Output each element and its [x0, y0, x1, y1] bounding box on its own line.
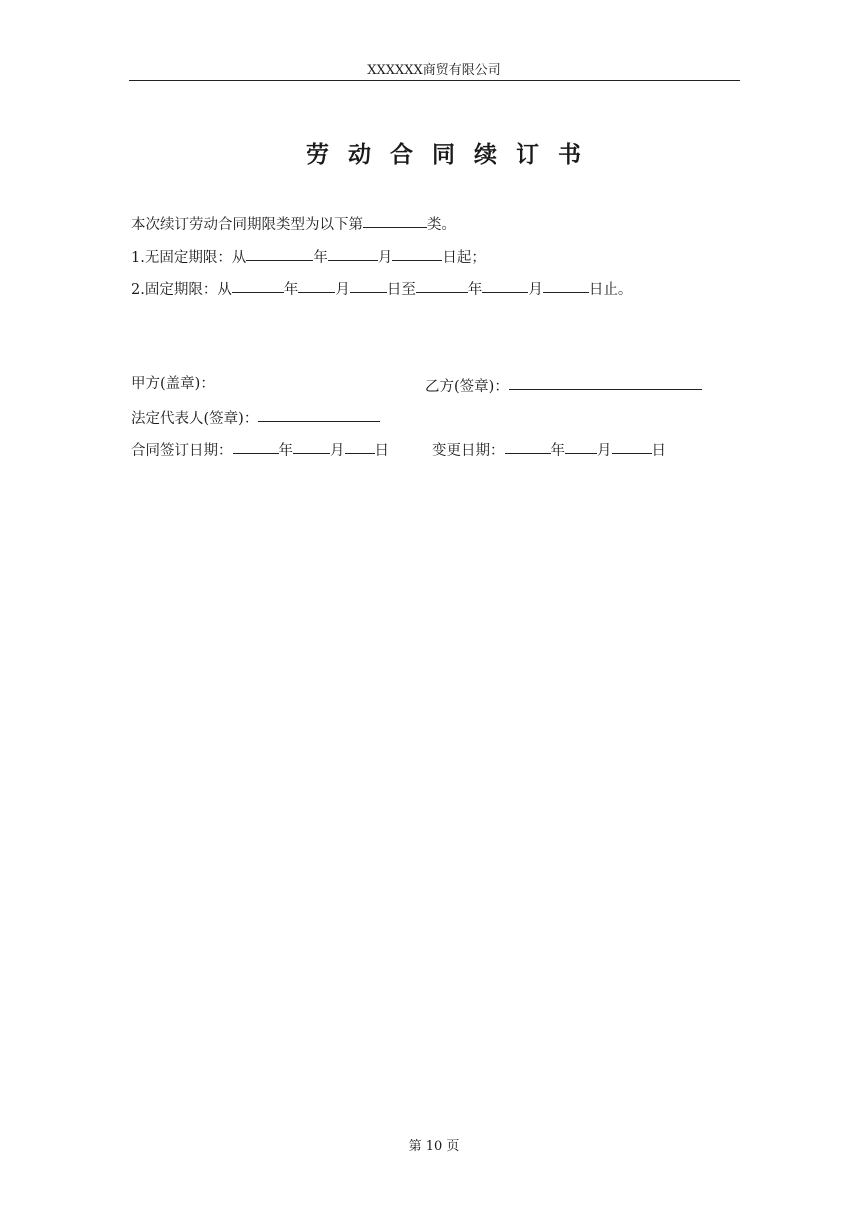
option-open-ended — [131, 245, 486, 268]
change-date-year-blank[interactable] — [505, 437, 551, 454]
party-a-label: 甲方(盖章)： — [131, 376, 215, 392]
contract-sign-date — [131, 438, 389, 461]
sign-date-year-label: 年 — [278, 443, 293, 459]
option1-year-label: 年 — [313, 250, 328, 266]
sign-date-day-label: 日 — [374, 443, 389, 459]
sign-date-month-blank[interactable] — [293, 437, 330, 454]
option2-month-label: 月 — [335, 282, 350, 298]
legal-rep-signature-blank[interactable] — [258, 405, 380, 422]
change-date-month-label: 月 — [597, 443, 612, 459]
legal-rep-label: 法定代表人(签章)： — [131, 411, 259, 427]
party-b-signature — [425, 374, 702, 397]
option2-month2-label: 月 — [528, 282, 543, 298]
change-date-label: 变更日期： — [432, 443, 505, 459]
option2-start-day-blank[interactable] — [350, 276, 387, 293]
sign-date-day-blank[interactable] — [345, 437, 375, 454]
sign-date-month-label: 月 — [330, 443, 345, 459]
option2-end-day-blank[interactable] — [543, 276, 589, 293]
change-date-year-label: 年 — [550, 443, 565, 459]
change-date-day-label: 日 — [651, 443, 666, 459]
party-b-label: 乙方(签章)： — [425, 379, 509, 395]
change-date — [432, 438, 666, 461]
sign-date-year-blank[interactable] — [233, 437, 279, 454]
option1-day-label: 日起； — [442, 250, 486, 266]
legal-rep-signature — [131, 406, 380, 429]
option-fixed-term — [131, 277, 632, 300]
option2-day-end-label: 日止。 — [588, 282, 633, 298]
change-date-month-blank[interactable] — [565, 437, 597, 454]
option2-end-month-blank[interactable] — [482, 276, 528, 293]
option2-start-month-blank[interactable] — [298, 276, 335, 293]
page-number: 第 10 页 — [408, 1139, 460, 1154]
document-title: 劳动合同续订书 — [306, 142, 600, 168]
option1-label: 1.无固定期限：从 — [131, 250, 247, 266]
option2-end-year-blank[interactable] — [416, 276, 468, 293]
option2-start-year-blank[interactable] — [232, 276, 284, 293]
option2-year-label: 年 — [283, 282, 299, 298]
term-type-suffix: 类。 — [427, 217, 456, 233]
term-type-line — [131, 212, 456, 235]
option1-month-blank[interactable] — [328, 244, 378, 261]
header-divider — [129, 80, 740, 81]
party-a-seal — [131, 374, 215, 394]
option2-label: 2.固定期限：从 — [131, 282, 232, 298]
option1-month-label: 月 — [377, 250, 393, 266]
option1-year-blank[interactable] — [246, 244, 313, 261]
party-b-signature-blank[interactable] — [509, 373, 702, 390]
change-date-day-blank[interactable] — [612, 437, 652, 454]
term-type-blank[interactable] — [363, 211, 427, 228]
page-header-company: XXXXXX商贸有限公司 — [367, 63, 501, 78]
option2-day-to-label: 日至 — [386, 282, 416, 298]
option2-year2-label: 年 — [467, 282, 483, 298]
sign-date-label: 合同签订日期： — [131, 443, 233, 459]
option1-day-blank[interactable] — [392, 244, 442, 261]
term-type-prefix: 本次续订劳动合同期限类型为以下第 — [131, 217, 363, 233]
